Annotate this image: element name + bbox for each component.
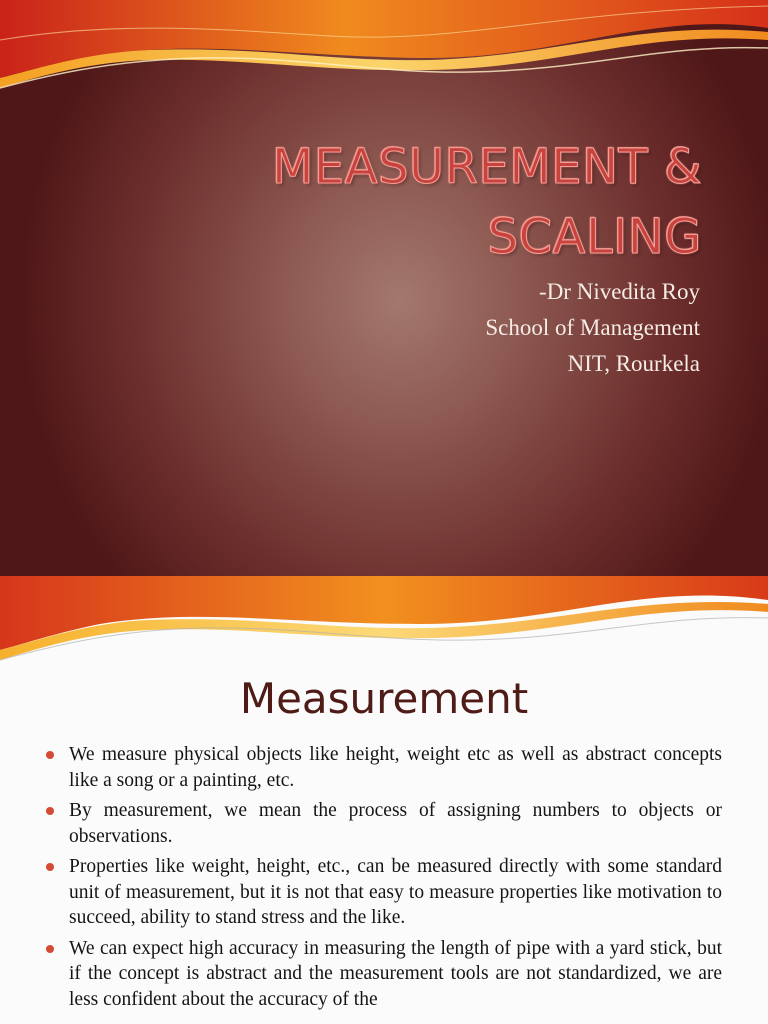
slide-title bbox=[272, 132, 702, 272]
bullet-text: By measurement, we mean the process of assigning numbers to objects or observations. bbox=[69, 800, 722, 847]
author-department: School of Management bbox=[485, 315, 700, 340]
title-line-1: MEASUREMENT & bbox=[271, 139, 702, 195]
bullet-list bbox=[46, 742, 722, 1017]
decorative-wave-banner bbox=[0, 576, 768, 668]
bullet-text: Properties like weight, height, etc., can be measured directly with some standard unit of measurement, but it is not that easy to measure properties like motivation to succeed, ability to stand stress and the like. bbox=[69, 856, 722, 928]
title-line-2: SCALING bbox=[487, 209, 702, 265]
bullet-item bbox=[46, 742, 722, 793]
bullet-dot-icon bbox=[46, 863, 54, 871]
content-slide bbox=[0, 576, 768, 1024]
bullet-item bbox=[46, 854, 722, 931]
bullet-item bbox=[46, 936, 722, 1013]
bullet-item bbox=[46, 798, 722, 849]
bullet-text: We can expect high accuracy in measuring the length of pipe with a yard stick, but if the concept is abstract and the measurement tools are not standardized, we are less confident about the accuracy of the bbox=[69, 937, 722, 1010]
decorative-wave-banner bbox=[0, 0, 768, 110]
author-block bbox=[485, 274, 700, 382]
bullet-dot-icon bbox=[46, 751, 54, 759]
bullet-dot-icon bbox=[46, 945, 54, 953]
bullet-dot-icon bbox=[46, 807, 54, 815]
author-institution: NIT, Rourkela bbox=[567, 351, 700, 376]
author-name: -Dr Nivedita Roy bbox=[539, 279, 700, 304]
bullet-text: We measure physical objects like height, weight etc as well as abstract concepts like a song or a painting, etc. bbox=[69, 744, 722, 791]
slide-heading: Measurement bbox=[239, 674, 529, 723]
